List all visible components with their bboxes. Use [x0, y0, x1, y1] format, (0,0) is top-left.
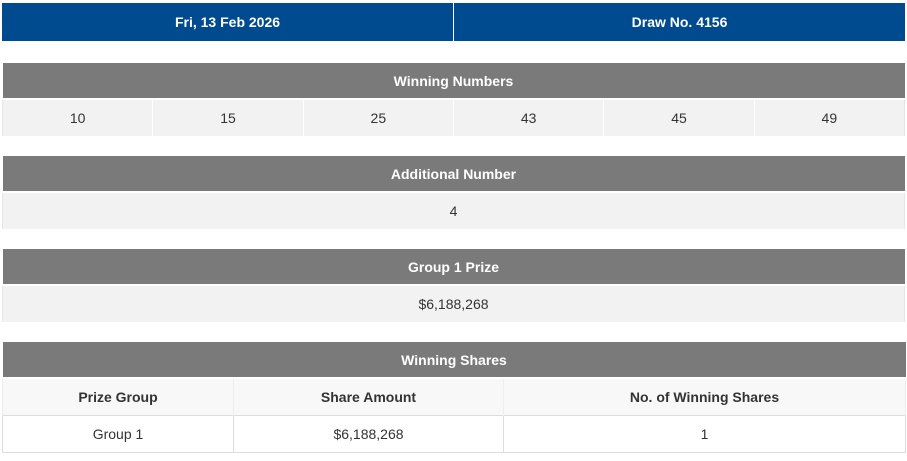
- group1-prize-value: $6,188,268: [3, 285, 905, 322]
- winning-shares-title: Winning Shares: [3, 342, 906, 378]
- draw-header-row: [2, 3, 905, 41]
- winning-number: 10: [3, 99, 153, 136]
- column-header-prize-group: Prize Group: [3, 378, 234, 415]
- winning-number: 15: [153, 99, 303, 136]
- spacer: [2, 136, 905, 156]
- additional-number-title: Additional Number: [3, 156, 905, 192]
- winning-numbers-title: Winning Numbers: [3, 63, 905, 99]
- column-header-winning-shares: No. of Winning Shares: [504, 378, 906, 415]
- winning-shares-header-row: [3, 378, 906, 415]
- results-container: [2, 3, 905, 453]
- additional-number-value: 4: [3, 192, 905, 229]
- winning-number: 25: [303, 99, 453, 136]
- winning-number: 45: [604, 99, 754, 136]
- table-row: [3, 415, 906, 452]
- spacer: [2, 41, 905, 63]
- prize-group-cell: Group 1: [3, 415, 234, 452]
- group1-prize-table: [2, 249, 905, 322]
- spacer: [2, 322, 905, 342]
- additional-number-table: [2, 156, 905, 229]
- winning-numbers-row: [3, 99, 905, 136]
- winning-numbers-table: [2, 63, 905, 136]
- share-amount-cell: $6,188,268: [234, 415, 504, 452]
- draw-date: Fri, 13 Feb 2026: [2, 3, 454, 41]
- winning-number: 49: [754, 99, 904, 136]
- winning-shares-table: [2, 342, 906, 453]
- column-header-share-amount: Share Amount: [234, 378, 504, 415]
- draw-header-table: [2, 3, 905, 41]
- spacer: [2, 229, 905, 249]
- winning-number: 43: [453, 99, 603, 136]
- winning-shares-cell: 1: [504, 415, 906, 452]
- draw-number: Draw No. 4156: [454, 3, 906, 41]
- group1-prize-title: Group 1 Prize: [3, 249, 905, 285]
